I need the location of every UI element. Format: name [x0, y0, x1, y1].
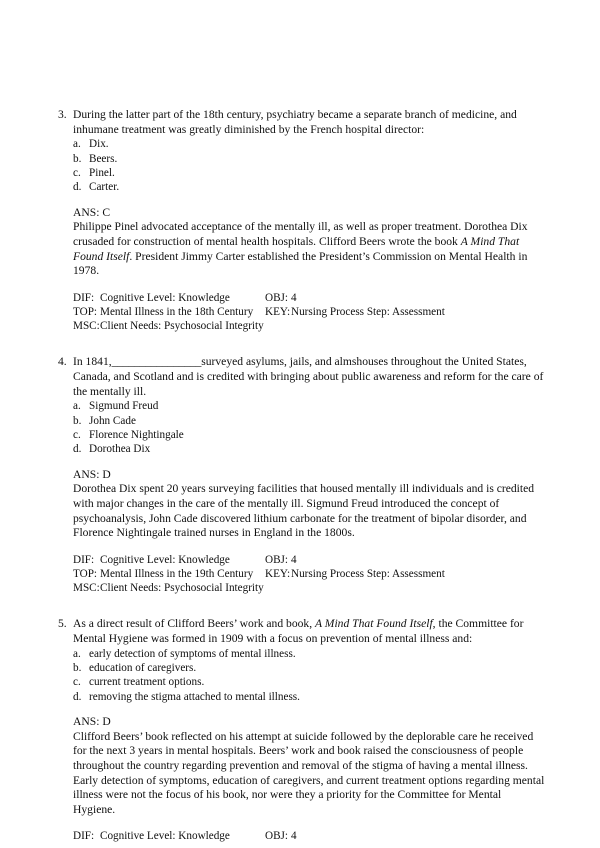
top-value: Mental Illness in the 18th Century: [100, 305, 254, 318]
option-item[interactable]: [73, 180, 545, 194]
option-text: Beers.: [89, 152, 118, 165]
msc-label: MSC:: [73, 320, 100, 333]
option-item[interactable]: [73, 690, 545, 704]
option-text: Florence Nightingale: [89, 428, 184, 441]
option-item[interactable]: [73, 647, 545, 661]
metadata-row-msc: [73, 581, 545, 595]
option-item[interactable]: [73, 152, 545, 166]
option-text: Pinel.: [89, 167, 115, 179]
question-stem-row: [58, 355, 545, 399]
question-block-3: [58, 108, 545, 333]
dif-label: DIF:: [73, 291, 95, 304]
question-stem-text: [73, 617, 545, 646]
answer-options-list: [58, 647, 545, 705]
rationale-part-two: . President Jimmy Carter established the President’s Commission on Mental Health in 1978.: [73, 249, 528, 278]
obj-label: OBJ:: [265, 291, 289, 304]
option-letter: a.: [73, 138, 81, 151]
option-item[interactable]: [73, 442, 545, 456]
metadata-row-top: [73, 567, 545, 581]
answer-section: [58, 468, 545, 541]
key-label: KEY:: [265, 567, 291, 580]
option-item[interactable]: [73, 675, 545, 689]
rationale-text: [73, 220, 545, 278]
question-stem-text: [73, 355, 545, 399]
msc-label: MSC:: [73, 582, 100, 595]
option-item[interactable]: [73, 399, 545, 413]
metadata-row-dif: [73, 553, 545, 567]
answer-section: [58, 206, 545, 279]
question-stem-row: [58, 617, 545, 646]
msc-value: Client Needs: Psychosocial Integrity: [100, 582, 264, 595]
option-text: Carter.: [89, 181, 120, 194]
answer-section: [58, 715, 545, 817]
question-stem-row: [58, 108, 545, 137]
dif-label: DIF:: [73, 830, 95, 843]
option-text: current treatment options.: [89, 676, 205, 689]
metadata-row-dif: [73, 291, 545, 305]
question-block-4: [58, 355, 545, 595]
question-metadata: [58, 553, 545, 596]
answer-options-list: [58, 399, 545, 457]
metadata-row-top: [73, 305, 545, 319]
dif-value: Cognitive Level: Knowledge: [100, 553, 230, 566]
option-text: early detection of symptoms of mental illness.: [89, 647, 296, 660]
key-value: Nursing Process Step: Assessment: [291, 305, 445, 318]
question-block-5: [58, 617, 545, 843]
option-letter: b.: [73, 152, 82, 165]
option-letter: b.: [73, 661, 82, 674]
obj-label: OBJ:: [265, 830, 289, 843]
option-text: Dorothea Dix: [89, 443, 151, 456]
rationale-text: Dorothea Dix spent 20 years surveying facilities that housed mentally ill individuals and is credited with major changes in the care of the mentally ill. Sigmund Freud introduced the concept of psychoanalysis, John Cade discovered lithium carbonate for the treatment of bipolar disorder, and Florence Nightingale trained nurses in England in the 1800s.: [73, 482, 535, 540]
key-label: KEY:: [265, 305, 291, 318]
top-label: TOP:: [73, 567, 98, 580]
obj-value: 4: [291, 291, 297, 304]
option-letter: c.: [73, 428, 81, 441]
question-metadata: [58, 829, 545, 843]
option-item[interactable]: [73, 661, 545, 675]
dif-label: DIF:: [73, 553, 95, 566]
stem-prefix: As a direct result of Clifford Beers’ work and book,: [73, 617, 316, 631]
key-value: Nursing Process Step: Assessment: [291, 567, 445, 580]
option-letter: a.: [73, 647, 81, 660]
dif-value: Cognitive Level: Knowledge: [100, 830, 230, 843]
obj-value: 4: [291, 553, 297, 566]
option-item[interactable]: [73, 428, 545, 442]
option-letter: c.: [73, 167, 81, 179]
top-value: Mental Illness in the 19th Century: [100, 567, 254, 580]
option-text: removing the stigma attached to mental illness.: [89, 690, 300, 703]
question-stem-text: During the latter part of the 18th century, psychiatry became a separate branch of medicine, and inhumane treatment was greatly diminished by the French hospital director:: [73, 108, 517, 136]
question-number: 3.: [58, 108, 67, 121]
dif-value: Cognitive Level: Knowledge: [100, 291, 230, 304]
option-letter: d.: [73, 443, 82, 456]
metadata-row-dif: [73, 829, 545, 843]
option-letter: c.: [73, 676, 81, 689]
option-text: John Cade: [89, 414, 136, 427]
rationale-part-one: Philippe Pinel advocated acceptance of the mentally ill, as well as proper treatment. Dorothea Dix crusaded for construction of mental health hospitals. Clifford Beers wrote the book: [73, 220, 528, 248]
answer-line: ANS: D: [73, 467, 111, 481]
book-title-italic: A Mind That Found Itself: [73, 235, 520, 263]
top-label: TOP:: [73, 305, 98, 318]
option-item[interactable]: [73, 137, 545, 151]
stem-suffix: , the Committee for Mental Hygiene was formed in 1909 with a focus on prevention of mental illness and:: [73, 617, 524, 645]
answer-options-list: [58, 137, 545, 195]
option-text: education of caregivers.: [89, 661, 197, 674]
metadata-row-msc: [73, 319, 545, 333]
option-item[interactable]: [73, 166, 545, 180]
option-text: Sigmund Freud: [89, 400, 159, 413]
stem-suffix: surveyed asylums, jails, and almshouses throughout the United States, Canada, and Scotland and is credited with bringing about public awareness and reform for the care of the mentally ill.: [73, 355, 544, 398]
option-letter: a.: [73, 400, 81, 413]
obj-value: 4: [291, 830, 297, 843]
option-letter: d.: [73, 181, 82, 194]
option-letter: b.: [73, 414, 82, 427]
obj-label: OBJ:: [265, 553, 289, 566]
question-number: 4.: [58, 355, 67, 369]
answer-line: ANS: C: [73, 205, 111, 219]
option-text: Dix.: [89, 138, 109, 151]
question-number: 5.: [58, 617, 67, 631]
option-item[interactable]: [73, 414, 545, 428]
option-letter: d.: [73, 690, 82, 703]
msc-value: Client Needs: Psychosocial Integrity: [100, 320, 264, 333]
rationale-text: Clifford Beers’ book reflected on his attempt at suicide followed by the deplorable care he received for the next 3 years in mental hospitals. Beers’ work and book raised the consciousness of people throughout the country regarding prevention and removal of the stigma of having a mental illness. Early detection of symptoms, education of caregivers, and current treatment options regarding mental illness were not the focus of his book, nor were they a priority for the Committee for Mental Hygiene.: [73, 729, 545, 816]
stem-prefix: In 1841,: [73, 355, 112, 369]
answer-line: ANS: D: [73, 715, 111, 729]
fill-in-blank: ________________: [111, 355, 202, 369]
book-title-italic: A Mind That Found Itself: [315, 617, 433, 631]
question-metadata: [58, 291, 545, 334]
